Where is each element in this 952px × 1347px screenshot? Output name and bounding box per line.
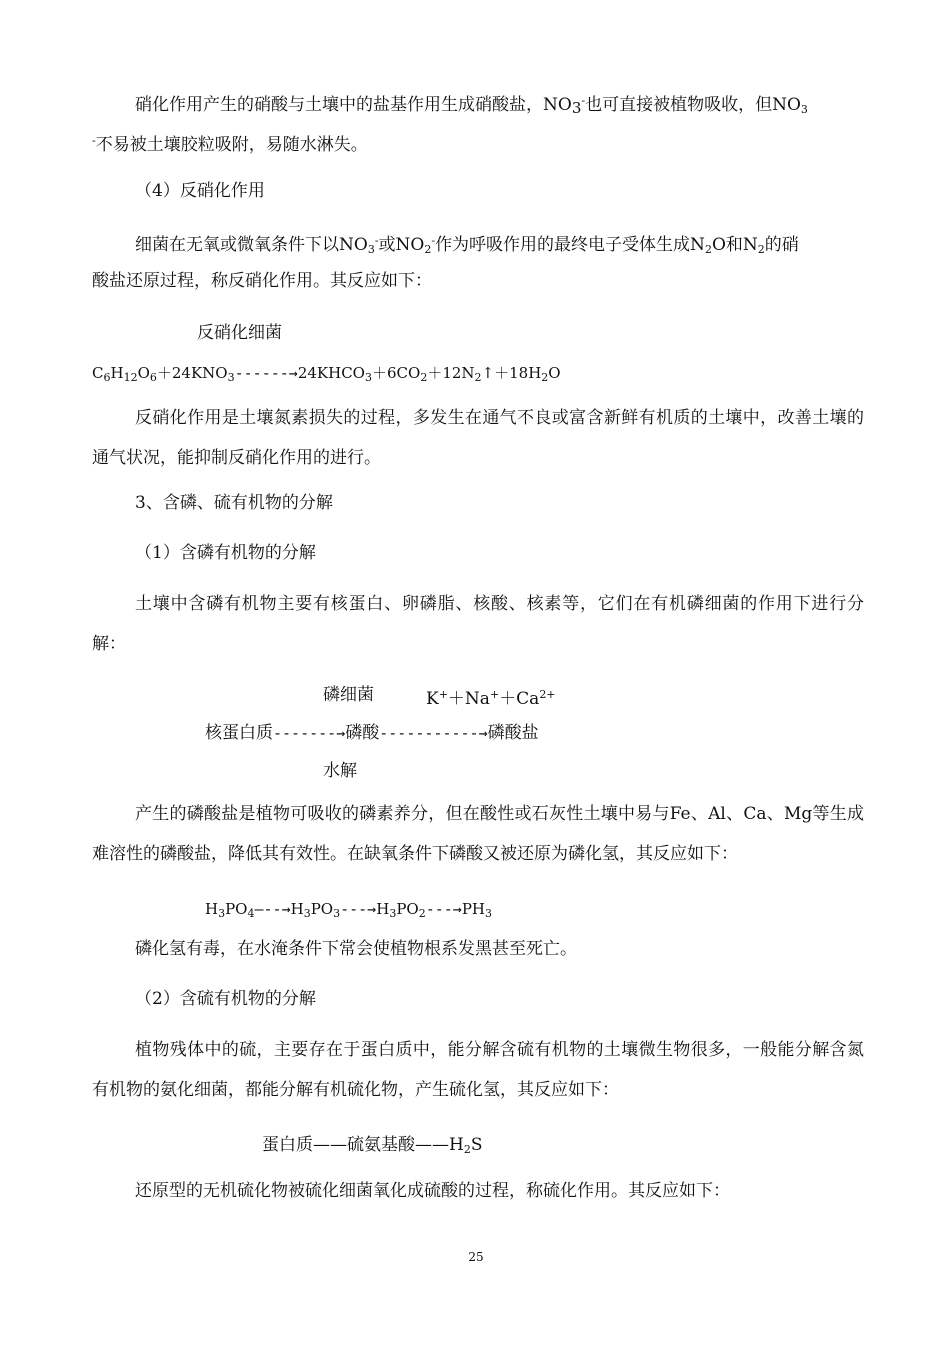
subscript: 3 <box>485 907 493 920</box>
text: PO <box>225 900 248 918</box>
subscript: 3 <box>389 907 397 920</box>
text: ＋18H <box>494 364 542 382</box>
subscript: 6 <box>103 371 111 384</box>
text: 24KHCO <box>297 364 365 382</box>
section-heading-p-s-decomposition: 3、含磷、硫有机物的分解 <box>135 493 333 513</box>
text: H <box>290 900 304 918</box>
reaction-arrow: —--→ <box>254 900 291 918</box>
paragraph-nitrate-line1 <box>135 90 808 121</box>
subscript: 3 <box>333 907 341 920</box>
reaction-arrow: ---→ <box>340 900 377 918</box>
subscript: 3 <box>367 243 375 256</box>
subscript: 2 <box>420 371 428 384</box>
equation-label-denitrifying-bacteria: 反硝化细菌 <box>197 323 282 343</box>
subscript: 4 <box>247 907 255 920</box>
text: ＋Ca <box>499 689 540 709</box>
equation-phosphine <box>205 898 492 925</box>
superscript: + <box>489 688 500 701</box>
text: H <box>205 900 219 918</box>
section-heading-denitrification: （4）反硝化作用 <box>135 181 265 201</box>
subscript: 2 <box>541 371 549 384</box>
text: 的硝 <box>764 235 799 255</box>
gas-arrow-icon: ↑ <box>481 364 495 382</box>
text: O <box>137 364 150 382</box>
text: 不易被土壤胶粒吸附，易随水淋失。 <box>95 135 368 155</box>
text: K <box>426 689 439 709</box>
paragraph-denitrification-line2: 酸盐还原过程，称反硝化作用。其反应如下： <box>92 271 432 291</box>
text: 蛋白质——硫氨基酸——H <box>262 1135 464 1155</box>
superscript: - <box>374 234 379 247</box>
superscript: - <box>581 94 586 107</box>
equation-label-hydrolysis: 水解 <box>323 761 357 781</box>
text: 或NO <box>378 235 425 255</box>
superscript: + <box>438 688 448 701</box>
subscript: 3 <box>303 907 311 920</box>
subscript: 2 <box>424 243 432 256</box>
subscript: 2 <box>418 907 426 920</box>
reaction-arrow: ---→ <box>425 900 462 918</box>
text: O和N <box>711 235 758 255</box>
text: H <box>376 900 390 918</box>
text: 作为呼吸作用的最终电子受体生成N <box>435 235 705 255</box>
text: C <box>92 364 104 382</box>
subscript: 12 <box>123 371 138 384</box>
superscript: - <box>431 234 436 247</box>
paragraph-organic-sulfur: 植物残体中的硫，主要存在于蛋白质中，能分解含硫有机物的土壤微生物很多，一般能分解含氮有机物的氨化细菌，都能分解有机硫化物，产生硫化氢，其反应如下： <box>92 1040 864 1100</box>
paragraph-phosphine-toxicity: 磷化氢有毒，在水淹条件下常会使植物根系发黑甚至死亡。 <box>135 939 577 959</box>
subscript: 3 <box>800 103 808 116</box>
subscript: 3 <box>218 907 226 920</box>
superscript: - <box>92 134 96 147</box>
superscript: 2+ <box>539 688 556 701</box>
subscript: 2 <box>757 243 765 256</box>
paragraph-phosphate-availability: 产生的磷酸盐是植物可吸收的磷素养分，但在酸性或石灰性土壤中易与Fe、Al、Ca、Mg等生成难溶性的磷酸盐，降低其有效性。在缺氧条件下磷酸又被还原为磷化氢，其反应如下： <box>92 804 864 864</box>
subscript: 2 <box>704 243 712 256</box>
paragraph-sulfurization: 还原型的无机硫化物被硫化细菌氧化成硫酸的过程，称硫化作用。其反应如下： <box>135 1181 730 1201</box>
reaction-arrow: -----------→ <box>379 724 488 742</box>
equation-glucose-denitrification <box>92 362 561 389</box>
text: S <box>470 1135 483 1155</box>
text: 硝化作用产生的硝酸与土壤中的盐基作用生成硝酸盐，NO <box>135 95 572 115</box>
text: PO <box>396 900 419 918</box>
paragraph-organic-phosphorus: 土壤中含磷有机物主要有核蛋白、卵磷脂、核酸、核素等，它们在有机磷细菌的作用下进行分解： <box>92 594 864 654</box>
text: ＋24KNO <box>156 364 228 382</box>
text: ＋6CO <box>371 364 421 382</box>
subscript: 3 <box>227 371 235 384</box>
section-heading-sulfur: （2）含硫有机物的分解 <box>135 989 316 1009</box>
paragraph-nitrate-line2 <box>92 130 368 156</box>
text: 细菌在无氧或微氧条件下以NO <box>135 235 368 255</box>
paragraph-denitrification-line1 <box>135 230 799 261</box>
page-number: 25 <box>468 1250 484 1264</box>
text: 磷酸 <box>345 723 380 743</box>
equation-hydrogen-sulfide <box>262 1134 482 1161</box>
text: O <box>548 364 561 382</box>
equation-label-ions <box>426 684 556 710</box>
subscript: 2 <box>474 371 482 384</box>
text: PO <box>310 900 334 918</box>
text: H <box>110 364 124 382</box>
section-heading-phosphorus: （1）含磷有机物的分解 <box>135 543 316 563</box>
text: PH <box>461 900 486 918</box>
text: 磷酸盐 <box>487 723 539 743</box>
subscript: 3 <box>571 99 582 117</box>
subscript: 3 <box>364 371 372 384</box>
equation-nucleoprotein <box>205 722 539 744</box>
subscript: 6 <box>149 371 157 384</box>
equation-label-phosphobacteria: 磷细菌 <box>323 685 374 705</box>
subscript: 2 <box>463 1143 471 1156</box>
paragraph-denitrification-loss: 反硝化作用是土壤氮素损失的过程，多发生在通气不良或富含新鲜有机质的土壤中，改善土壤的通气状况，能抑制反硝化作用的进行。 <box>92 408 864 468</box>
text: 也可直接被植物吸收，但NO <box>585 95 801 115</box>
text: ＋12N <box>427 364 475 382</box>
text: ＋Na <box>447 689 490 709</box>
reaction-arrow: ------→ <box>234 364 298 382</box>
text: 核蛋白质 <box>205 723 273 743</box>
reaction-arrow: -------→ <box>273 724 346 742</box>
